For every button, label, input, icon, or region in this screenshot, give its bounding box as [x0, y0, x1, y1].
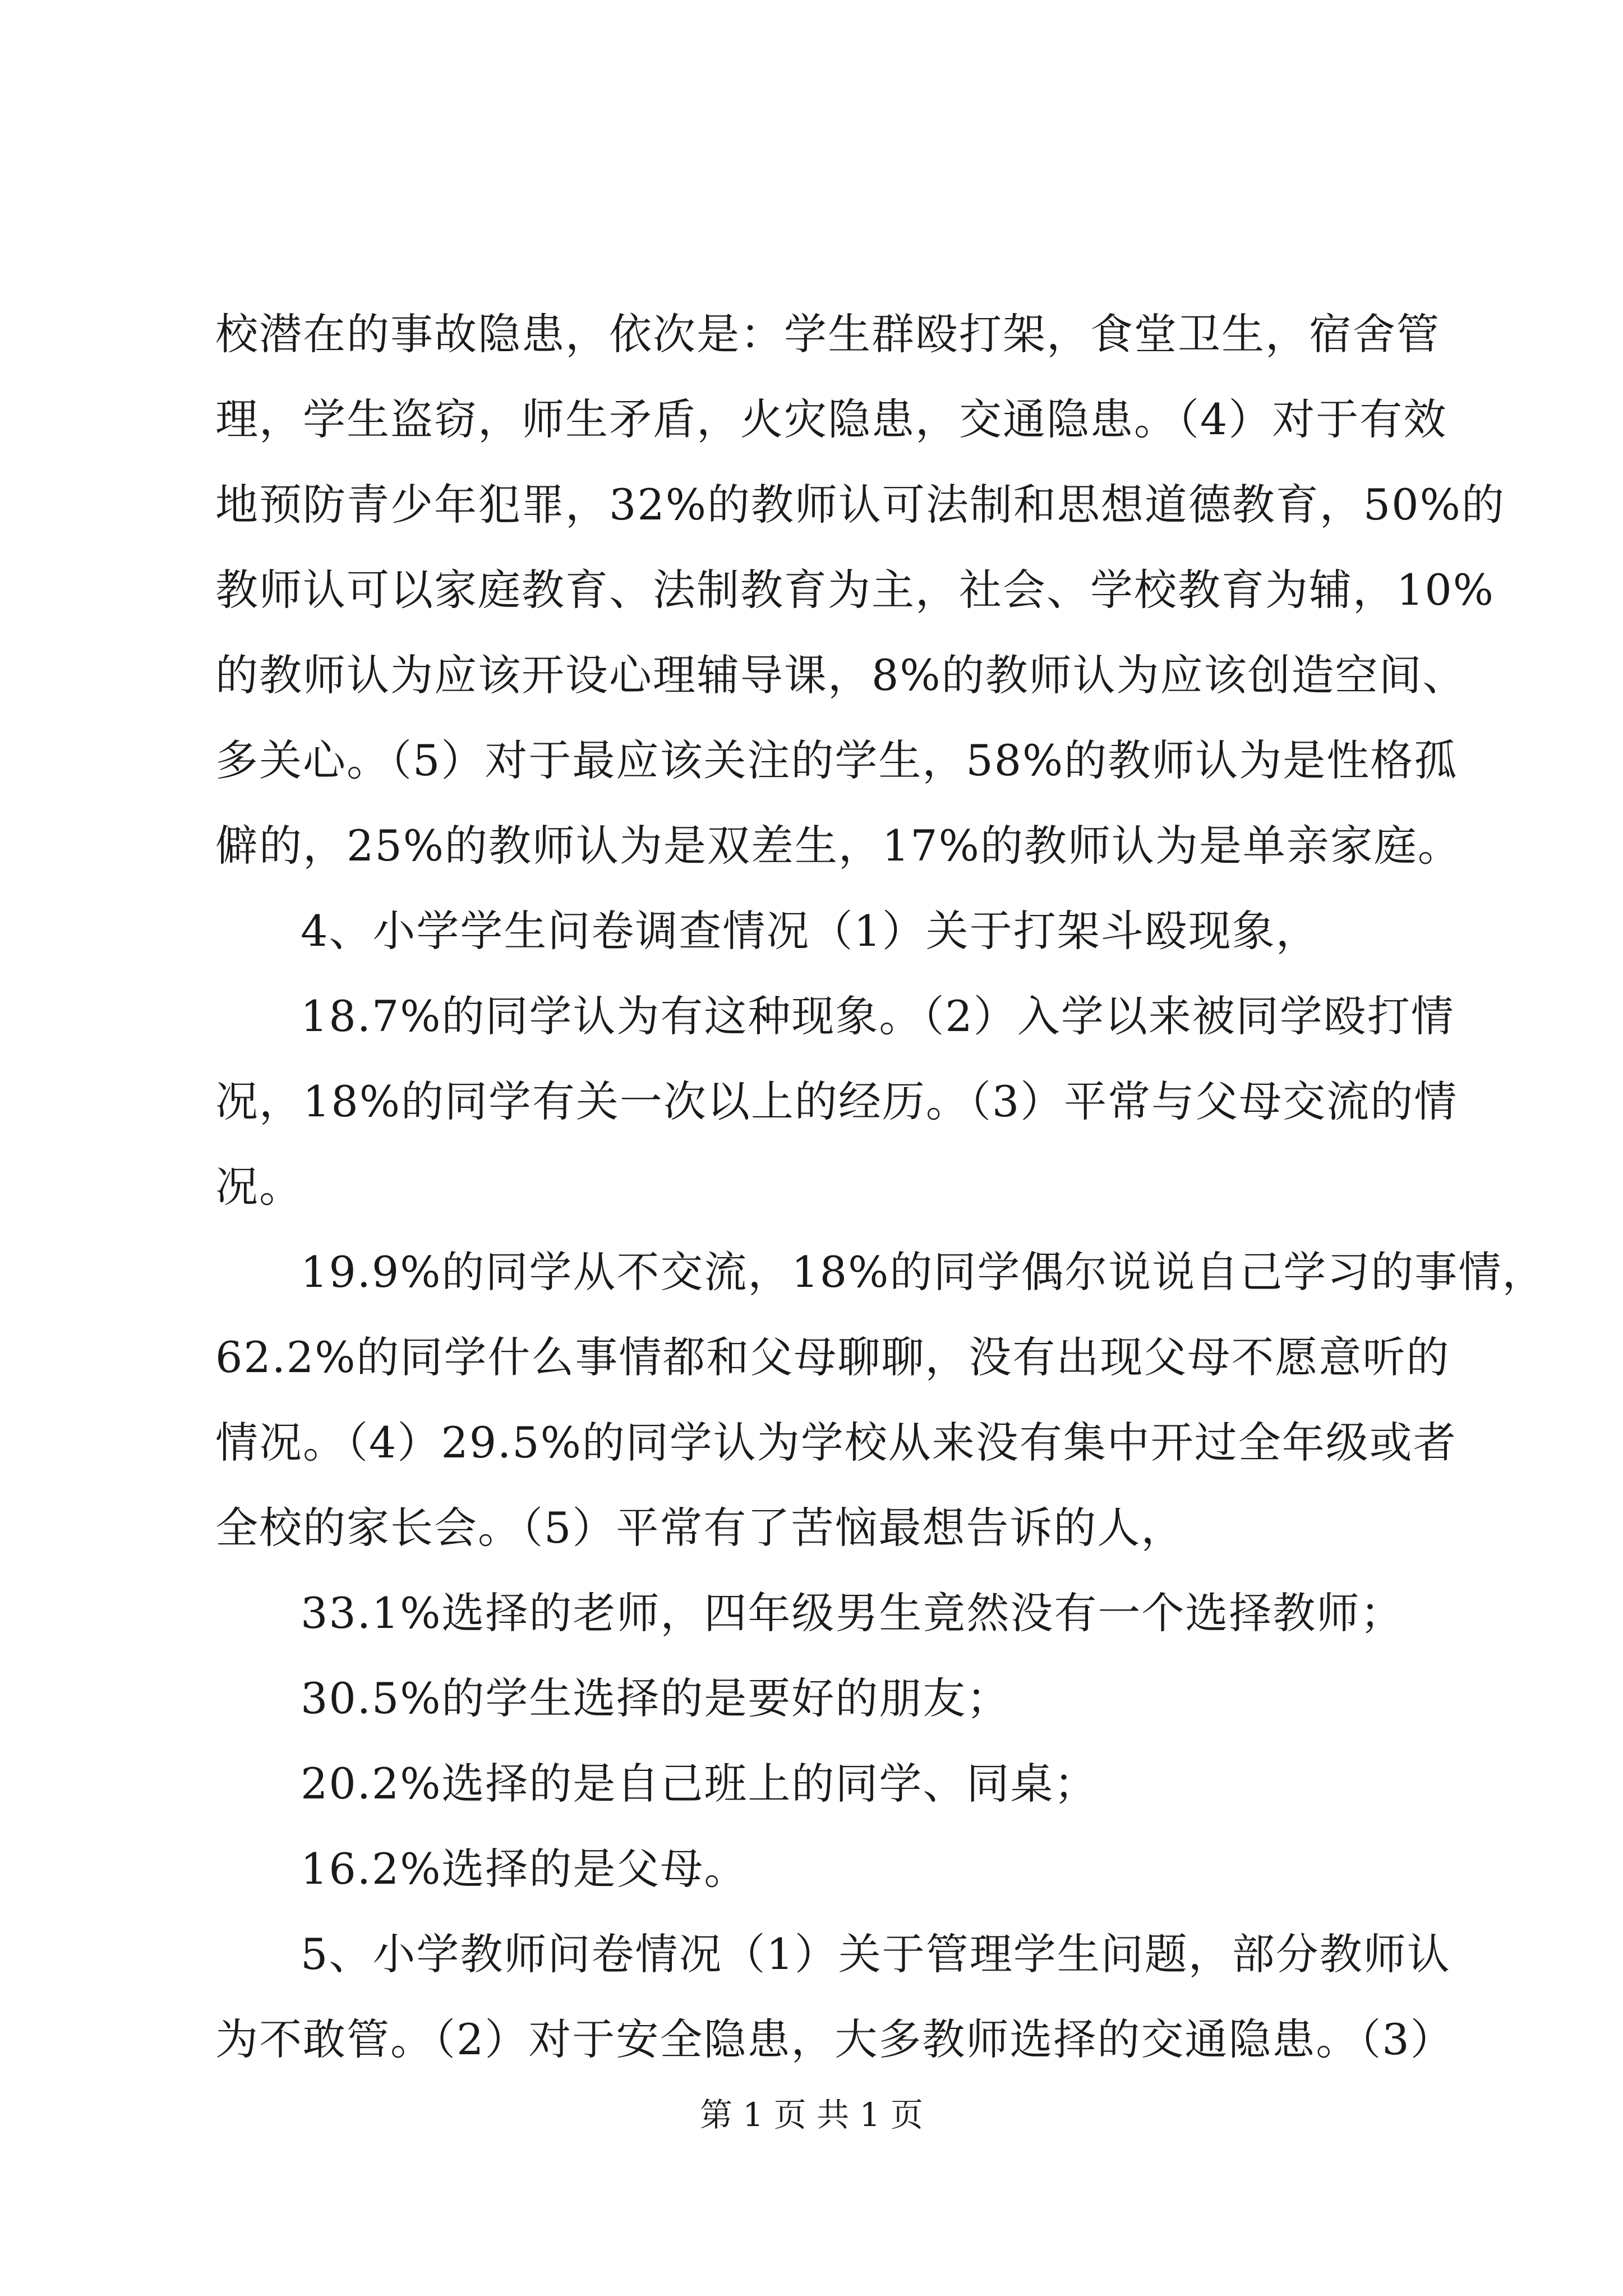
- text-line: 地预防青少年犯罪，32%的教师认可法制和思想道德教育，50%的: [215, 480, 1505, 530]
- text-line: 情况。（4）29.5%的同学认为学校从来没有集中开过全年级或者: [215, 1418, 1457, 1467]
- paragraph-start-line: 20.2%选择的是自己班上的同学、同桌；: [301, 1759, 1098, 1809]
- paragraph-start-line: 19.9%的同学从不交流，18%的同学偶尔说说自己学习的事情，: [301, 1247, 1546, 1297]
- paragraph-start-line: 33.1%选择的老师，四年级男生竟然没有一个选择教师；: [301, 1588, 1404, 1638]
- paragraph-start-line: 30.5%的学生选择的是要好的朋友；: [301, 1673, 1011, 1723]
- page-number-footer: 第 1 页 共 1 页: [700, 2096, 923, 2134]
- text-line: 全校的家长会。（5）平常有了苦恼最想告诉的人，: [215, 1503, 1185, 1553]
- text-line: 理，学生盗窃，师生矛盾，火灾隐患，交通隐患。（4）对于有效: [215, 394, 1447, 444]
- text-line: 62.2%的同学什么事情都和父母聊聊，没有出现父母不愿意听的: [215, 1332, 1450, 1382]
- text-line: 为不敢管。（2）对于安全隐患，大多教师选择的交通隐患。（3）: [215, 2014, 1454, 2064]
- text-line: 多关心。（5）对于最应该关注的学生，58%的教师认为是性格孤: [215, 735, 1458, 785]
- paragraph-start-line: 5、小学教师问卷情况（1）关于管理学生问题，部分教师认: [301, 1929, 1451, 1979]
- text-line: 校潜在的事故隐患，依次是：学生群殴打架，食堂卫生，宿舍管: [215, 309, 1440, 359]
- paragraph-start-line: 4、小学学生问卷调查情况（1）关于打架斗殴现象，: [301, 906, 1320, 956]
- document-body: [215, 292, 1546, 2082]
- text-line: 况。: [215, 1162, 303, 1212]
- paragraph-start-line: 18.7%的同学认为有这种现象。（2）入学以来被同学殴打情: [301, 991, 1455, 1041]
- text-line: 况，18%的同学有关一次以上的经历。（3）平常与父母交流的情: [215, 1076, 1458, 1126]
- text-line: 的教师认为应该开设心理辅导课，8%的教师认为应该创造空间、: [215, 650, 1467, 700]
- text-line: 教师认可以家庭教育、法制教育为主，社会、学校教育为辅，10%: [215, 565, 1495, 615]
- text-line: 僻的，25%的教师认为是双差生，17%的教师认为是单亲家庭。: [215, 821, 1461, 871]
- paragraph-start-line: 16.2%选择的是父母。: [301, 1844, 748, 1894]
